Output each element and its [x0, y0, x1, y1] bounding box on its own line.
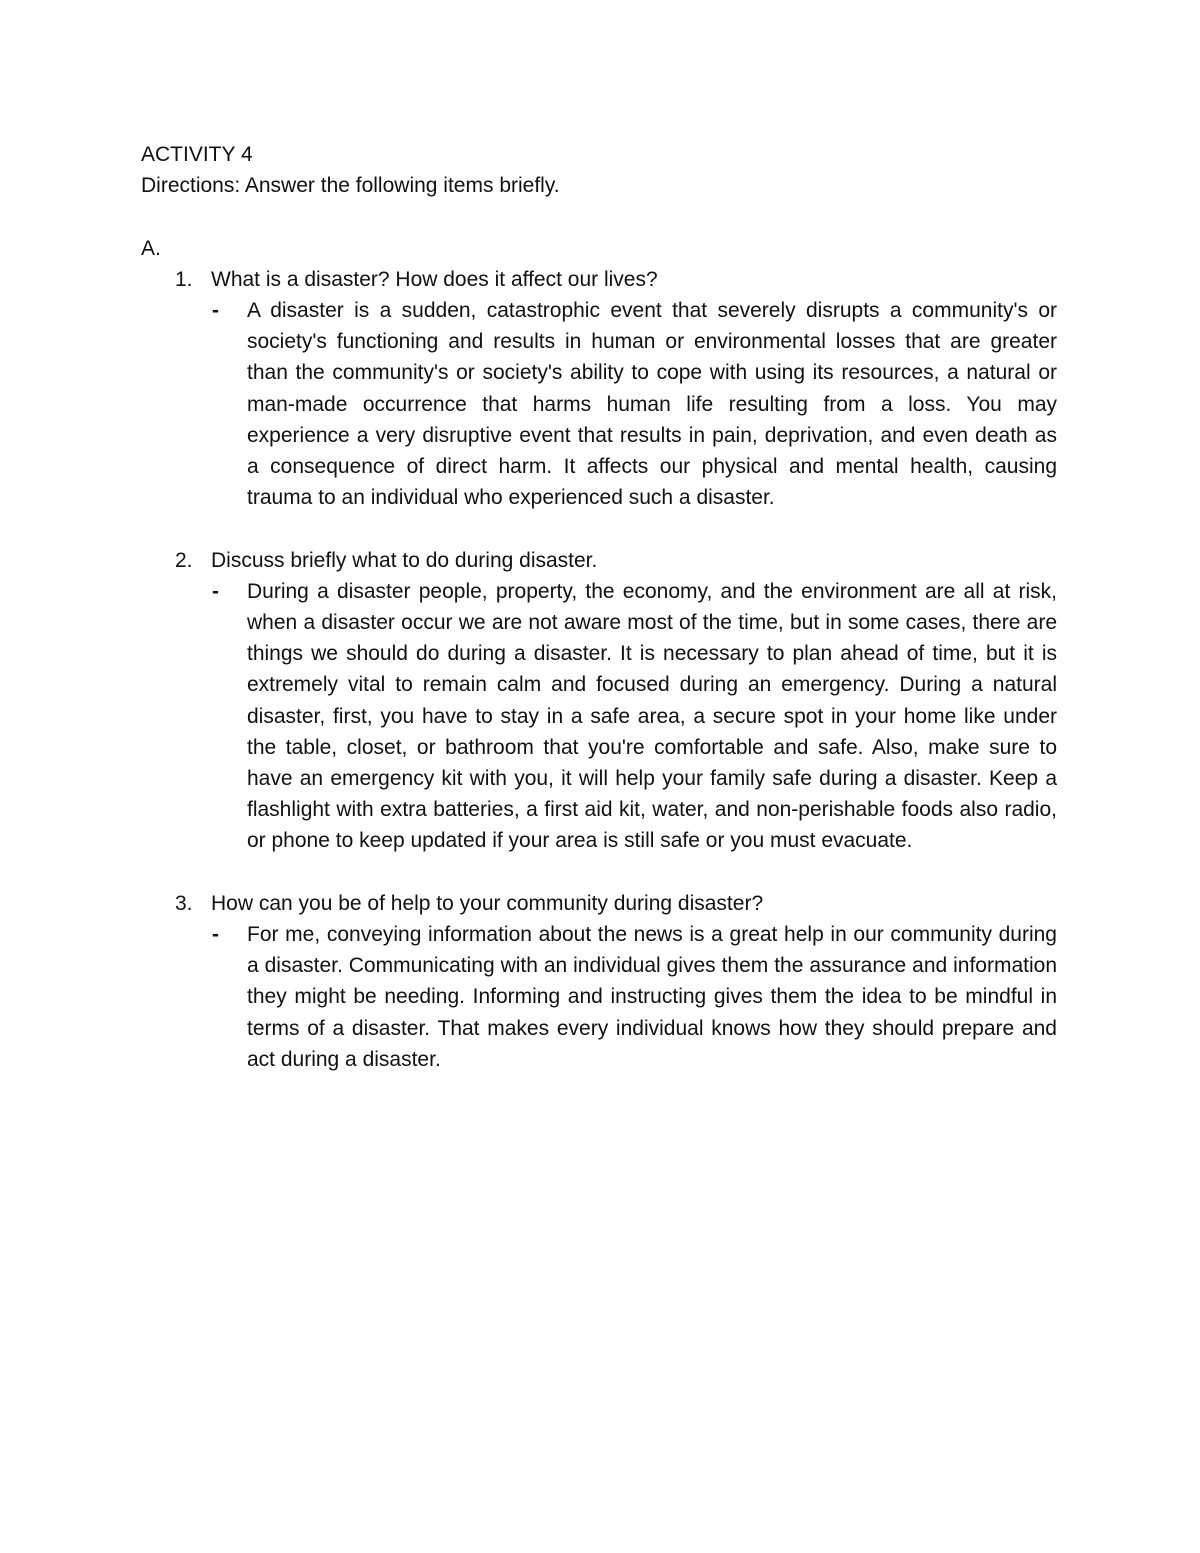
answer-block-1	[212, 295, 1057, 513]
question-text: How can you be of help to your community during disaster?	[211, 891, 764, 915]
directions-text: Directions: Answer the following items briefly.	[141, 174, 560, 198]
blank-line	[141, 513, 1061, 544]
answer-text: For me, conveying information about the news is a great help in our community during a disaster. Communicating with an individual gives them the assurance and information they might be needing. Informing and instructing gives them the idea to be mindful in terms of a disaster. That makes every individual knows how they should prepare and act during a disaster.	[247, 923, 1057, 1071]
question-item-1	[175, 264, 1061, 295]
question-number: 3.	[175, 891, 193, 915]
activity-title: ACTIVITY 4	[141, 143, 253, 166]
answer-block-2	[212, 576, 1057, 857]
question-item-2	[175, 545, 1061, 576]
question-text: Discuss briefly what to do during disaster.	[211, 548, 598, 572]
question-number: 1.	[175, 267, 193, 291]
section-label: A.	[141, 236, 161, 260]
question-text: What is a disaster? How does it affect our lives?	[211, 267, 658, 291]
document-body	[141, 139, 1061, 1075]
answer-text: During a disaster people, property, the economy, and the environment are all at risk, when a disaster occur we are not aware most of the time, but in some cases, there are things we should do during a disaster. It is necessary to plan ahead of time, but it is extremely vital to remain calm and focused during an emergency. During a natural disaster, first, you have to stay in a safe area, a secure spot in your home like under the table, closet, or bathroom that you're comfortable and safe. Also, make sure to have an emergency kit with you, it will help your family safe during a disaster. Keep a flashlight with extra batteries, a first aid kit, water, and non-perishable foods also radio, or phone to keep updated if your area is still safe or you must evacuate.	[247, 579, 1057, 853]
blank-line	[141, 201, 1061, 232]
question-item-3	[175, 888, 1061, 919]
dash-bullet: -	[212, 579, 219, 603]
dash-bullet: -	[212, 923, 219, 947]
blank-line	[141, 857, 1061, 888]
dash-bullet: -	[212, 299, 219, 322]
answer-block-3	[212, 919, 1057, 1075]
answer-text: A disaster is a sudden, catastrophic event that severely disrupts a community's or society's functioning and results in human or environmental losses that are greater than the community's or society's ability to cope with using its resources, a natural or man-made occurrence that harms human life resulting from a loss. You may experience a very disruptive event that results in pain, deprivation, and even death as a consequence of direct harm. It affects our physical and mental health, causing trauma to an individual who experienced such a disaster.	[247, 299, 1057, 510]
question-number: 2.	[175, 548, 193, 572]
